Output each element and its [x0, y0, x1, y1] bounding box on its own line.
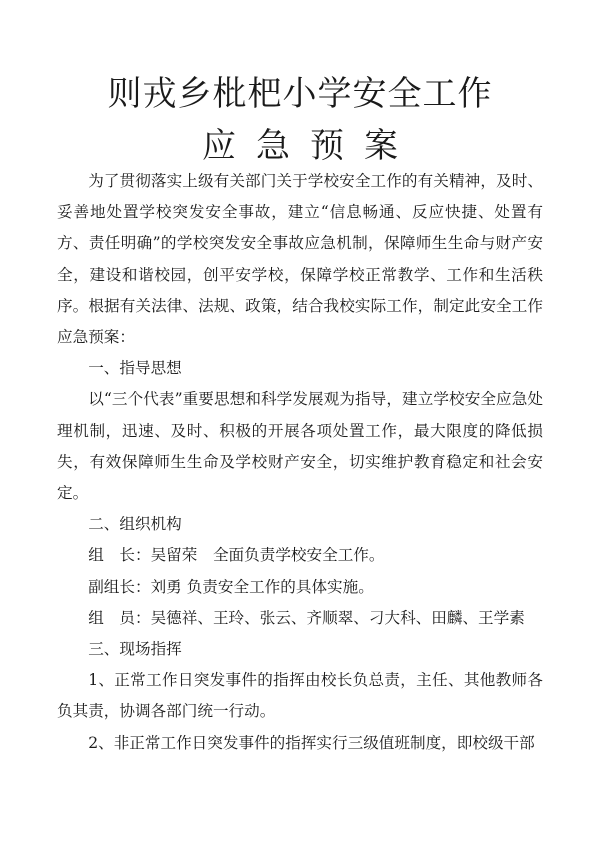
- section-heading-organization: 二、组织机构: [88, 515, 182, 534]
- intro-paragraph: 为了贯彻落实上级有关部门关于学校安全工作的有关精神，及时、妥善地处置学校突发安全事故，建立“信息畅通、反应快捷、处置有方、责任明确”的学校突发安全事故应急机制，保障师生生命与财产安全，建设和谐校园，创平安学校，保障学校正常教学、工作和生活秩序。根据有关法律、法规、政策，结合我校实际工作，制定此安全工作应急预案：: [57, 172, 543, 347]
- deputy-leader-line: 副组长：刘勇 负责安全工作的具体实施。: [88, 577, 374, 596]
- team-leader-line: 组 长：吴留荣 全面负责学校安全工作。: [88, 546, 385, 565]
- guiding-thought-paragraph: 以“三个代表”重要思想和科学发展观为指导，建立学校安全应急处理机制，迅速、及时、积极的开展各项处置工作，最大限度的降低损失，有效保障师生生命及学校财产安全，切实维护教育稳定和社会安定。: [57, 390, 543, 503]
- command-item-2: 2、非正常工作日突发事件的指挥实行三级值班制度，即校级干部: [88, 733, 535, 752]
- team-members-line: 组 员：吴德祥、王玲、张云、齐顺翠、刁大科、田麟、王学素: [88, 608, 525, 627]
- section-heading-on-site-command: 三、现场指挥: [88, 640, 182, 659]
- document-title: 则戎乡枇杷小学安全工作: [107, 74, 493, 114]
- document-subtitle: 应急预案: [202, 126, 418, 166]
- document-body: [57, 166, 543, 759]
- command-item-1: 1、正常工作日突发事件的指挥由校长负总责，主任、其他教师各负其责，协调各部门统一行动。: [57, 671, 543, 721]
- section-heading-guiding-thought: 一、指导思想: [88, 359, 182, 378]
